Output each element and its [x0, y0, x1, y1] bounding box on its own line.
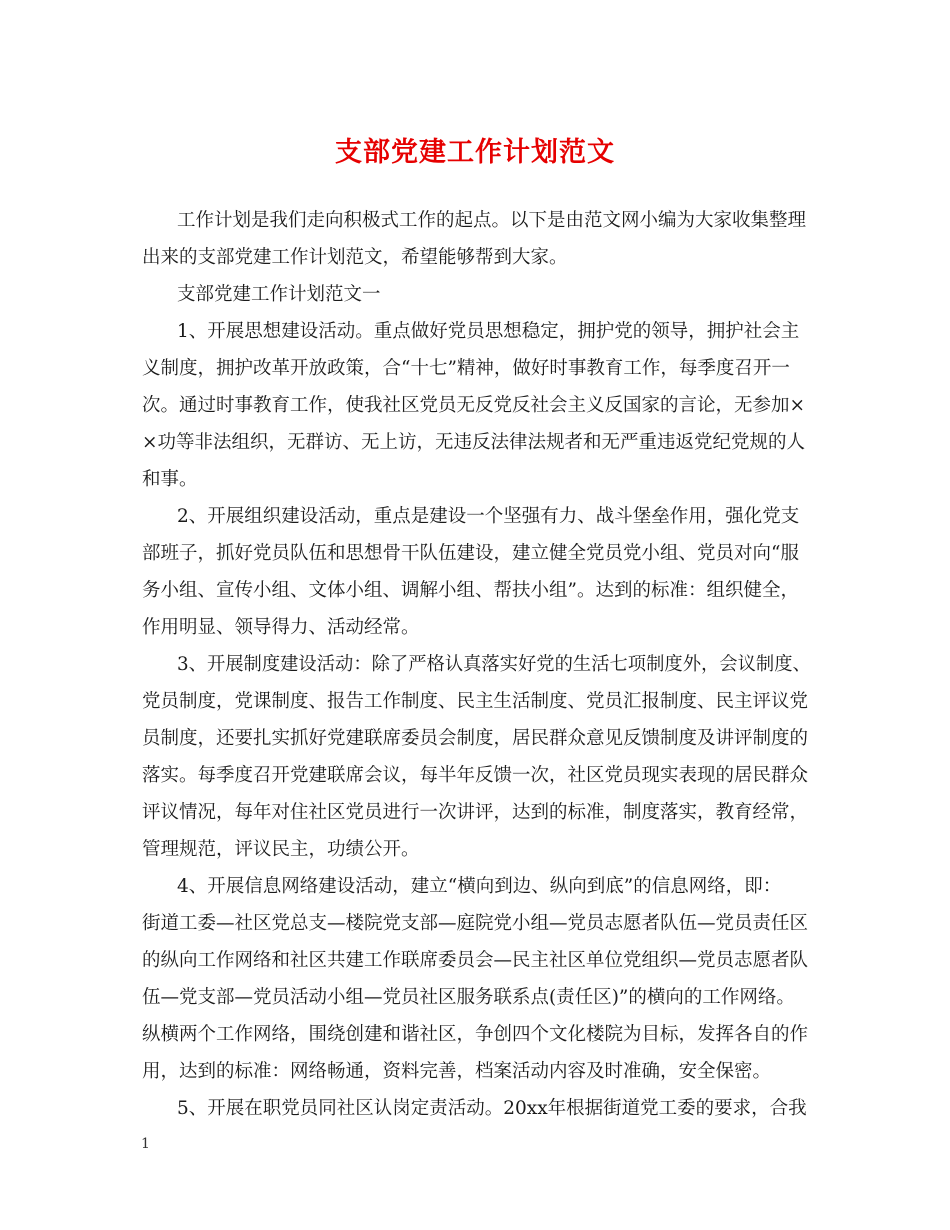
paragraph-line: 工作计划是我们走向积极式工作的起点。以下是由范文网小编为大家收集整理 [177, 210, 807, 231]
paragraph-line: 5、开展在职党员同社区认岗定责活动。20xx年根据街道党工委的要求，合我 [177, 1098, 807, 1119]
document-title: 支部党建工作计划范文 [335, 137, 615, 168]
paragraph-line: 街道工委—社区党总支—楼院党支部—庭院党小组—党员志愿者队伍—党员责任区 [142, 913, 809, 934]
paragraph-line: 纵横两个工作网络，围绕创建和谐社区，争创四个文化楼院为目标，发挥各自的作 [142, 1024, 809, 1045]
paragraph-line: 落实。每季度召开党建联席会议，每半年反馈一次，社区党员现实表现的居民群众 [142, 765, 809, 786]
page-number: 1 [141, 1136, 150, 1152]
paragraph-line: 4、开展信息网络建设活动，建立“横向到边、纵向到底”的信息网络，即： [177, 876, 782, 897]
paragraph-line: 1、开展思想建设活动。重点做好党员思想稳定，拥护党的领导，拥护社会主 [177, 321, 800, 342]
paragraph-line: 部班子，抓好党员队伍和思想骨干队伍建设，建立健全党员党小组、党员对向“服 [142, 543, 799, 564]
paragraph-line: 出来的支部党建工作计划范文，希望能够帮到大家。 [142, 247, 568, 268]
paragraph-line: 评议情况，每年对住社区党员进行一次讲评，达到的标准，制度落实，教育经常， [142, 802, 809, 823]
paragraph-line: 员制度，还要扎实抓好党建联席委员会制度，居民群众意见反馈制度及讲评制度的 [142, 728, 809, 749]
paragraph-line: 次。通过时事教育工作，使我社区党员无反党反社会主义反国家的言论，无参加× [142, 395, 806, 416]
paragraph-line: 务小组、宣传小组、文体小组、调解小组、帮扶小组”。达到的标准：组织健全， [142, 580, 799, 601]
paragraph-line: ×功等非法组织，无群访、无上访，无违反法律法规者和无严重违返党纪党规的人 [142, 432, 806, 453]
paragraph-line: 义制度，拥护改革开放政策，合“十七”精神，做好时事教育工作，每季度召开一 [142, 358, 790, 379]
section-heading: 支部党建工作计划范文一 [177, 284, 381, 305]
paragraph-line: 和事。 [142, 469, 198, 490]
paragraph-line: 党员制度，党课制度、报告工作制度、民主生活制度、党员汇报制度、民主评议党 [142, 691, 809, 712]
paragraph-line: 3、开展制度建设活动：除了严格认真落实好党的生活七项制度外，会议制度、 [177, 654, 811, 675]
paragraph-line: 伍—党支部—党员活动小组—党员社区服务联系点(责任区)”的横向的工作网络。 [142, 987, 795, 1008]
paragraph-line: 作用明显、领导得力、活动经常。 [142, 617, 420, 638]
paragraph-line: 2、开展组织建设活动，重点是建设一个坚强有力、战斗堡垒作用，强化党支 [177, 506, 800, 527]
paragraph-line: 管理规范，评议民主，功绩公开。 [142, 839, 420, 860]
paragraph-line: 的纵向工作网络和社区共建工作联席委员会—民主社区单位党组织—党员志愿者队 [142, 950, 809, 971]
paragraph-line: 用，达到的标准：网络畅通，资料完善，档案活动内容及时准确，安全保密。 [142, 1061, 772, 1082]
